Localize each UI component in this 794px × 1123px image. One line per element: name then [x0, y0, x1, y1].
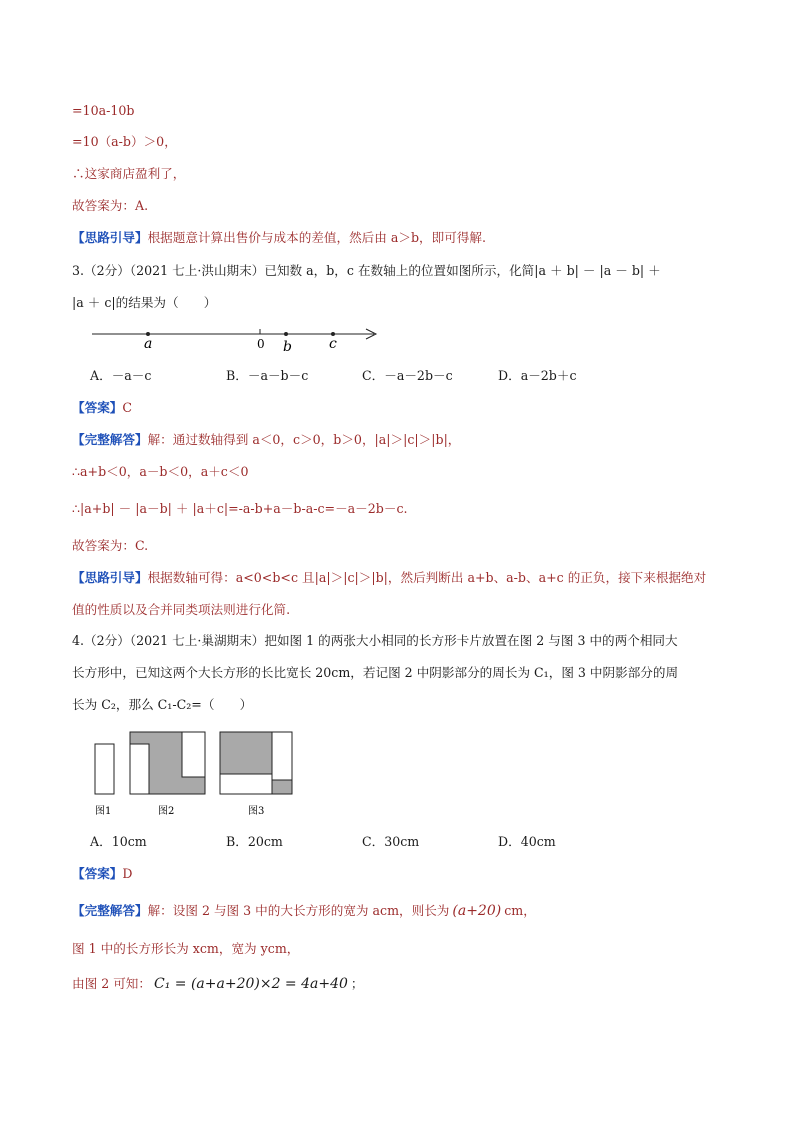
label-a: a — [144, 336, 153, 352]
q3-option-c: C．－a－2b－c — [362, 368, 453, 383]
fig1-card — [95, 744, 114, 794]
label-zero: 0 — [257, 337, 265, 351]
q3-solution-line-1 — [72, 431, 460, 449]
q3-option-a: A．－a－c — [90, 368, 152, 383]
q4-stem-line-3: 长为 C₂，那么 C₁-C₂=（ ） — [72, 697, 253, 712]
prev-line-4: 故答案为：A. — [72, 198, 149, 213]
fig2-label: 图2 — [158, 806, 175, 817]
point-b — [284, 332, 288, 336]
answer-tag: 【答案】 — [72, 866, 123, 881]
solution-text: 解：通过数轴得到 a＜0，c＞0，b＞0，|a|＞|c|＞|b|， — [147, 432, 461, 447]
q3-solution-line-2: ∴a+b＜0，a－b＜0，a＋c＜0 — [72, 464, 249, 479]
q3-option-b: B．－a－b－c — [226, 368, 309, 383]
rectangles-figure — [90, 730, 300, 820]
q3-answer — [72, 399, 132, 417]
q4-option-c: C．30cm — [362, 834, 420, 849]
q3-hint-line-1 — [72, 569, 706, 587]
q3-meta: （2分）（2021 七上·洪山期末） — [84, 263, 265, 278]
solution-tag: 【完整解答】 — [72, 903, 148, 918]
solution-end: ； — [350, 976, 364, 991]
answer-value: D — [122, 866, 133, 881]
prev-hint — [72, 229, 486, 247]
q3-solution-line-4: 故答案为：C. — [72, 538, 149, 553]
hint-text: 根据数轴可得：a<0<b<c 且|a|＞|c|＞|b|，然后判断出 a+b、a-b、a+c 的正负，接下来根据绝对 — [147, 570, 707, 585]
number-line-figure — [88, 324, 383, 354]
q4-option-b: B．20cm — [226, 834, 283, 849]
q3-hint-line-2: 值的性质以及合并同类项法则进行化简. — [72, 602, 291, 617]
q4-stem-line-1 — [72, 632, 678, 650]
label-b: b — [283, 339, 292, 354]
answer-value: C — [122, 400, 133, 415]
q4-meta: （2分）（2021 七上·巢湖期末） — [84, 633, 265, 648]
q4-number: 4. — [72, 633, 85, 648]
fig3-card-right — [272, 732, 292, 780]
prev-line-2: =10（a-b）＞0， — [72, 134, 177, 149]
q3-solution-line-3: ∴|a+b| － |a－b| ＋ |a＋c|=-a-b+a－b-a-c=－a－2b－c. — [72, 501, 408, 516]
solution-unit: cm， — [504, 903, 536, 918]
q3-stem-line-1 — [72, 262, 661, 280]
solution-text: 由图 2 可知： — [72, 976, 151, 991]
hint-text: 根据题意计算出售价与成本的差值，然后由 a＞b，即可得解. — [147, 230, 486, 245]
fig1-label: 图1 — [95, 806, 112, 817]
q4-solution-line-2: 图 1 中的长方形长为 xcm，宽为 ycm， — [72, 941, 300, 956]
q4-answer — [72, 865, 132, 883]
hint-tag: 【思路引导】 — [72, 230, 148, 245]
fig2-card-right — [182, 732, 205, 777]
solution-expression: (a+20) — [452, 903, 502, 919]
solution-tag: 【完整解答】 — [72, 432, 148, 447]
answer-tag: 【答案】 — [72, 400, 123, 415]
q3-option-d: D．a－2b＋c — [498, 368, 577, 383]
hint-tag: 【思路引导】 — [72, 570, 148, 585]
prev-line-1: =10a-10b — [72, 103, 135, 118]
solution-formula: C₁ = (a+a+20)×2 = 4a+40 — [154, 976, 348, 992]
fig3-card-bottom — [220, 774, 272, 794]
q4-solution-line-3 — [72, 975, 364, 993]
q4-stem-line-2: 长方形中，已知这两个大长方形的长比宽长 20cm，若记图 2 中阴影部分的周长为 C₁，图 3 中阴影部分的周 — [72, 665, 679, 680]
q4-stem: 把如图 1 的两张大小相同的长方形卡片放置在图 2 与图 3 中的两个相同大 — [264, 633, 678, 648]
solution-text: 解：设图 2 与图 3 中的大长方形的宽为 acm，则长为 — [147, 903, 450, 918]
q4-option-a: A．10cm — [90, 834, 147, 849]
prev-line-3: ∴这家商店盈利了， — [72, 166, 186, 181]
fig2-card-left — [130, 744, 149, 794]
q3-stem-line-2: |a ＋ c|的结果为（ ） — [72, 295, 217, 310]
fig3-label: 图3 — [248, 806, 265, 817]
q4-option-d: D．40cm — [498, 834, 556, 849]
label-c: c — [329, 336, 337, 352]
q4-solution-line-1 — [72, 902, 536, 920]
q3-stem: 已知数 a，b，c 在数轴上的位置如图所示，化简|a ＋ b| － |a － b| ＋ — [264, 263, 661, 278]
q3-number: 3. — [72, 263, 85, 278]
